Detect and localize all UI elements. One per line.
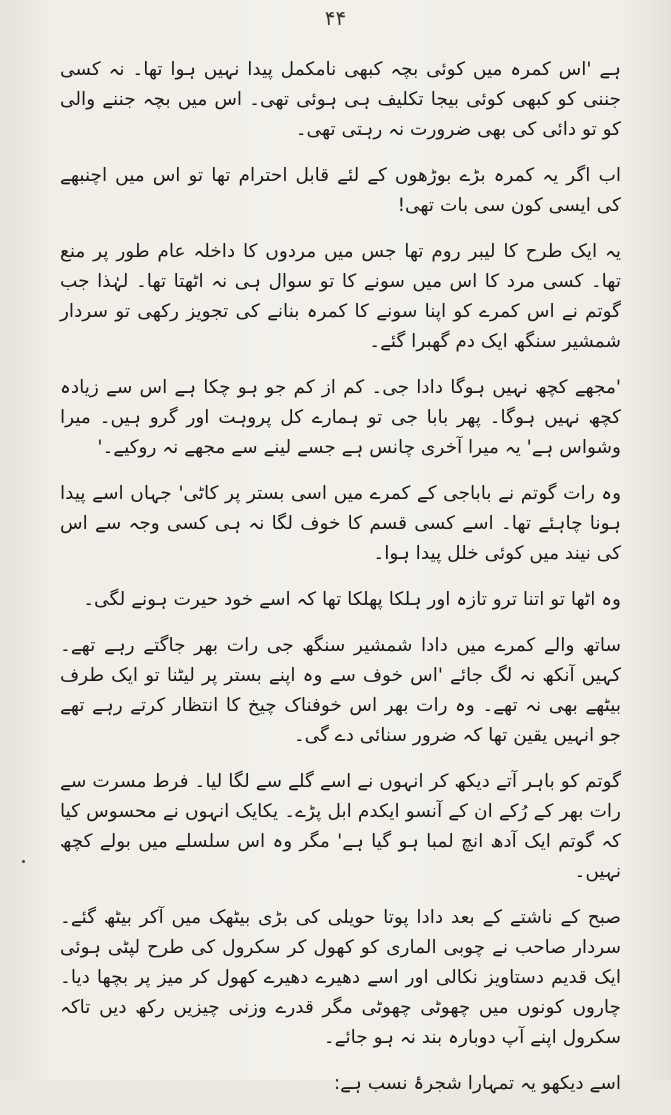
page-number: ۴۴ [324,6,347,30]
paragraph-4: 'مجھے کچھ نہیں ہوگا دادا جی۔ کم از کم جو ہو چکا ہے اس سے زیادہ کچھ نہیں ہوگا۔ پھر بابا جی تو ہمارے کل پروہت اور گرو ہیں۔ میرا وشواس ہے' یہ میرا آخری چانس ہے جسے لینے سے مجھے نہ روکیے۔' [60,377,621,458]
margin-mark [22,860,25,863]
paragraph-9: صبح کے ناشتے کے بعد دادا پوتا حویلی کی بڑی بیٹھک میں آکر بیٹھ گئے۔ سردار صاحب نے چوبی الماری کو کھول کر سکرول کی طرح لپٹی ہوئی ایک قدیم دستاویز نکالی اور اسے دھیرے دھیرے کھول کر میز پر بچھا دیا۔ چاروں کونوں میں چھوٹی چھوٹی مگر قدرے وزنی چیزیں رکھ دیں تاکہ سکرول اپنے آپ دوبارہ بند نہ ہو جائے۔ [60,907,621,1048]
page-body [60,55,621,1115]
paragraph-10: اسے دیکھو یہ تمہارا شجرۂ نسب ہے: [333,1073,621,1094]
paragraph-2: اب اگر یہ کمرہ بڑے بوڑھوں کے لئے قابل احترام تھا تو اس میں اچنبھے کی ایسی کون سی بات تھی! [60,165,621,216]
paragraph-5: وہ رات گوتم نے باباجی کے کمرے میں اسی بستر پر کاٹی' جہاں اسے پیدا ہونا چاہئے تھا۔ اسے کسی قسم کا خوف لگا نہ ہی کسی وجہ سے اس کی نیند میں کوئی خلل پیدا ہوا۔ [60,483,621,564]
paragraph-7: ساتھ والے کمرے میں دادا شمشیر سنگھ جی رات بھر جاگتے رہے تھے۔ کہیں آنکھ نہ لگ جائے 'اس خوف سے وہ اپنے بستر پر لیٹنا تو ایک طرف بیٹھے بھی نہ تھے۔ وہ رات بھر اس خوفناک چیخ کا انتظار کرتے رہے تھے جو انہیں یقین تھا کہ ضرور سنائی دے گی۔ [60,635,621,746]
paragraph-8: گوتم کو باہر آتے دیکھ کر انہوں نے اسے گلے سے لگا لیا۔ فرط مسرت سے رات بھر کے رُکے ان کے آنسو ایکدم ابل پڑے۔ یکایک انہوں نے محسوس کیا کہ گوتم ایک آدھ انچ لمبا ہو گیا ہے' مگر وہ اس سلسلے میں بولے کچھ نہیں۔ [60,771,621,882]
paragraph-3: یہ ایک طرح کا لیبر روم تھا جس میں مردوں کا داخلہ عام طور پر منع تھا۔ کسی مرد کا اس میں سونے کا تو سوال ہی نہ اٹھتا تھا۔ لہٰذا جب گوتم نے اس کمرے کو اپنا سونے کا کمرہ بنانے کی تجویز رکھی تو سردار شمشیر سنگھ ایک دم گھبرا گئے۔ [60,241,621,352]
paragraph-1: ہے 'اس کمرہ میں کوئی بچہ کبھی نامکمل پیدا نہیں ہوا تھا۔ نہ کسی جننی کو کبھی کوئی بیجا تکلیف ہی ہوئی تھی۔ اس میں بچہ جننے والی کو تو دائی کی بھی ضرورت نہ رہتی تھی۔ [60,59,621,140]
paragraph-6: وہ اٹھا تو اتنا ترو تازہ اور ہلکا پھلکا تھا کہ اسے خود حیرت ہونے لگی۔ [83,589,621,610]
